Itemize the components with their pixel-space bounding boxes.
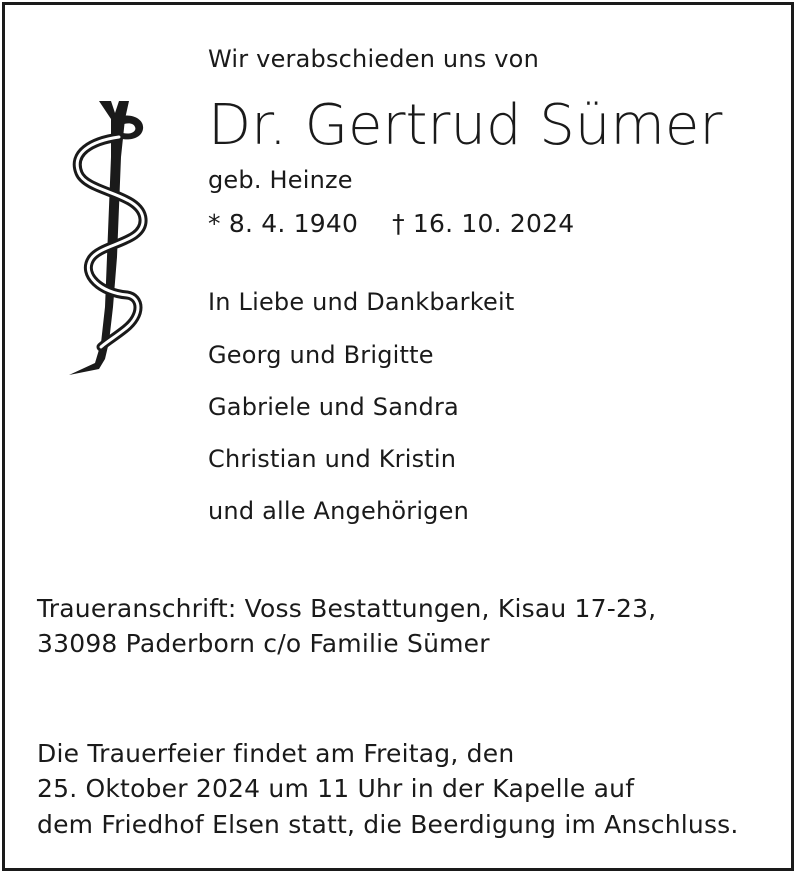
mourner-line: Christian und Kristin bbox=[208, 445, 457, 473]
funeral-info-line: Die Trauerfeier findet am Freitag, den bbox=[37, 739, 515, 768]
death-date: † 16. 10. 2024 bbox=[392, 209, 575, 238]
obituary-notice bbox=[2, 2, 794, 871]
mourner-line: und alle Angehörigen bbox=[208, 497, 469, 525]
mourner-line: Gabriele und Sandra bbox=[208, 393, 459, 421]
funeral-info-line: dem Friedhof Elsen statt, die Beerdigung im Anschluss. bbox=[37, 810, 739, 839]
mourning-address-line: 33098 Paderborn c/o Familie Sümer bbox=[37, 629, 490, 658]
life-dates bbox=[208, 209, 574, 238]
birth-date: * 8. 4. 1940 bbox=[208, 209, 359, 238]
mourner-line: Georg und Brigitte bbox=[208, 341, 434, 369]
birth-name: geb. Heinze bbox=[208, 166, 353, 194]
mourner-line: In Liebe und Dankbarkeit bbox=[208, 288, 515, 316]
deceased-name: Dr. Gertrud Sümer bbox=[208, 93, 723, 158]
rod-of-asclepius-icon bbox=[61, 97, 161, 379]
intro-text: Wir verabschieden uns von bbox=[208, 45, 539, 73]
mourning-address-line: Traueranschrift: Voss Bestattungen, Kisau 17-23, bbox=[37, 594, 657, 623]
funeral-info-line: 25. Oktober 2024 um 11 Uhr in der Kapelle auf bbox=[37, 774, 635, 803]
